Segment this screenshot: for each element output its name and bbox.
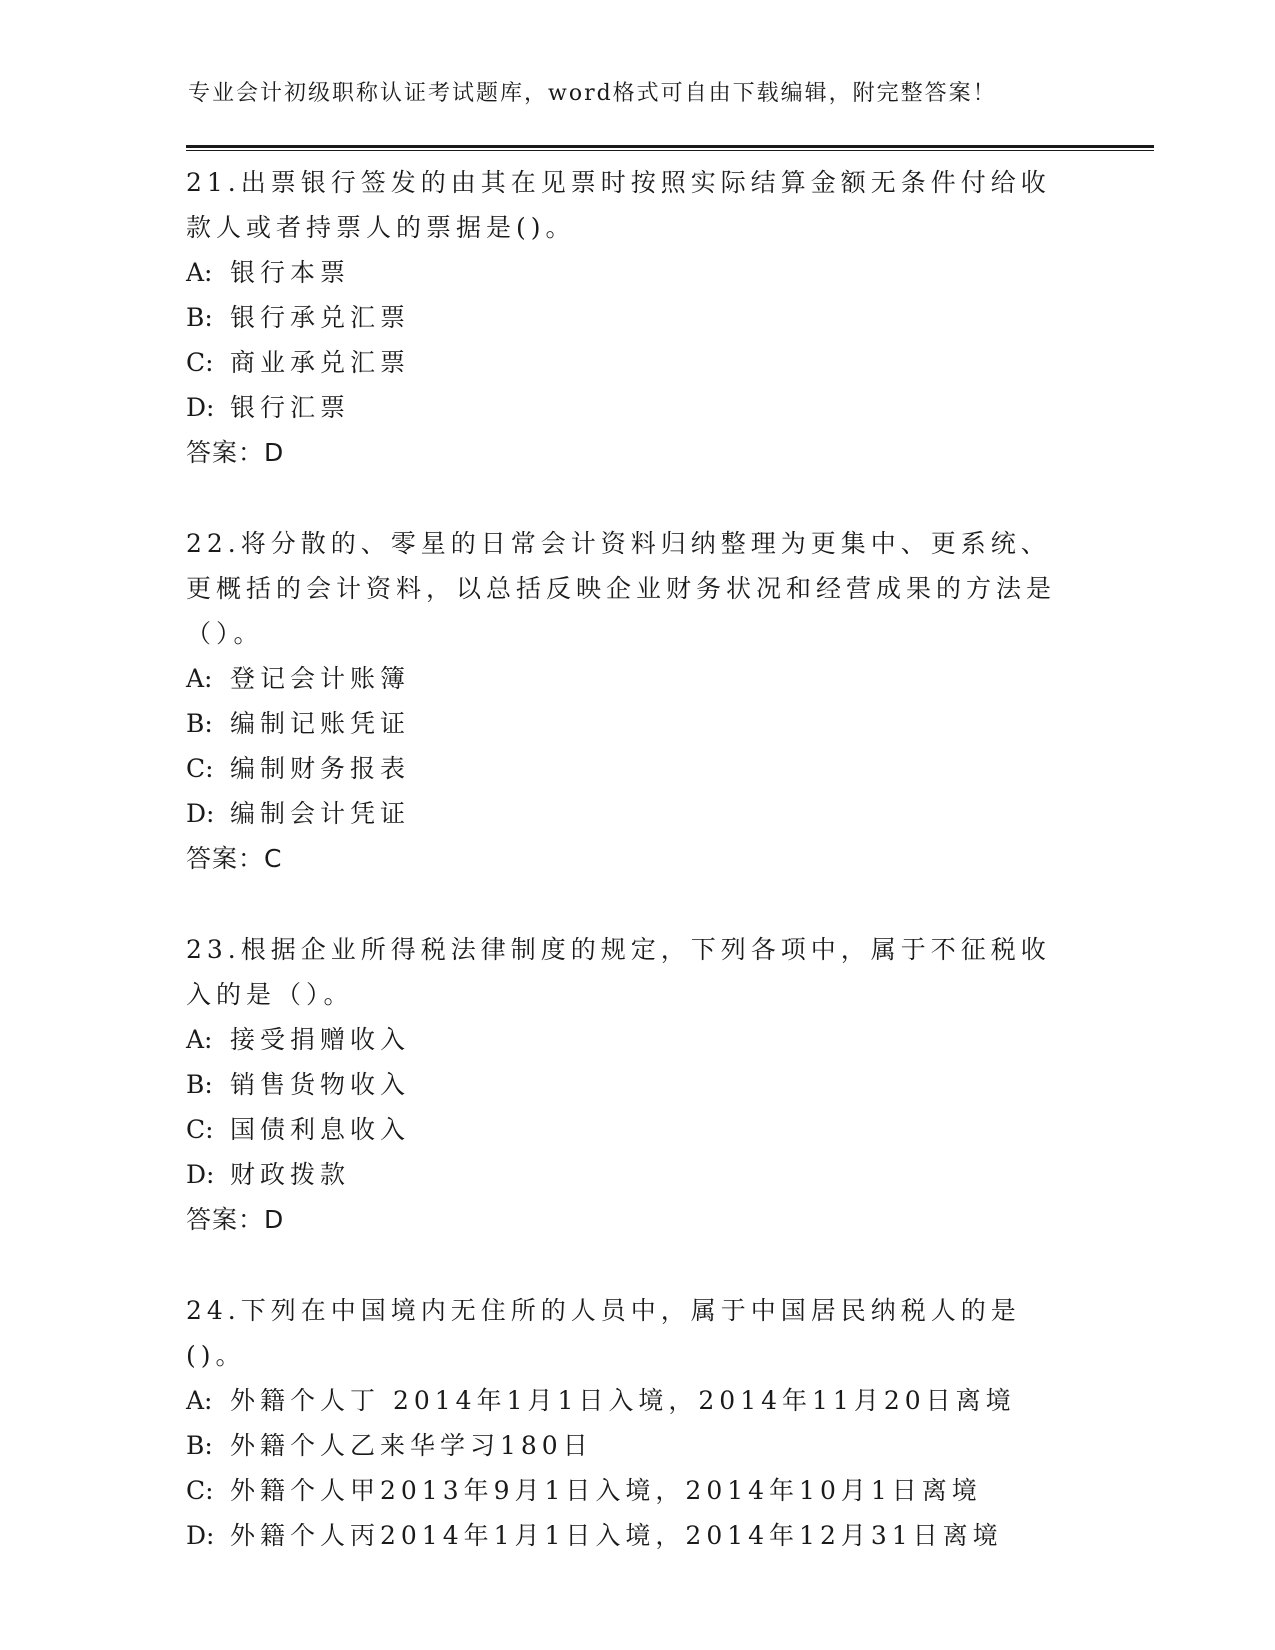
option-letter: A: <box>186 664 213 693</box>
question-text: 24.下列在中国境内无住所的人员中，属于中国居民纳税人的是()。 <box>186 1296 1021 1370</box>
option-text: 银行本票 <box>230 258 351 287</box>
option-letter: D: <box>186 799 215 828</box>
answer: 答案：D <box>186 438 285 467</box>
question-23 <box>186 927 1086 1242</box>
option-text: 银行汇票 <box>230 393 351 422</box>
page-header: 专业会计初级职称认证考试题库，word格式可自由下载编辑，附完整答案！ <box>188 81 997 106</box>
option-letter: C: <box>186 348 214 377</box>
option-letter: A: <box>186 258 213 287</box>
spacer <box>186 881 1086 927</box>
option-b <box>186 1423 1086 1468</box>
option-a <box>186 250 1086 295</box>
option-text: 外籍个人丙2014年1月1日入境，2014年12月31日离境 <box>230 1521 1003 1550</box>
option-letter: D: <box>186 393 215 422</box>
option-letter: B: <box>186 303 213 332</box>
question-22 <box>186 521 1086 881</box>
option-c <box>186 1107 1086 1152</box>
answer: 答案：C <box>186 844 283 873</box>
option-d <box>186 1152 1086 1197</box>
option-letter: B: <box>186 1431 213 1460</box>
option-text: 编制财务报表 <box>230 754 411 783</box>
option-b <box>186 701 1086 746</box>
option-text: 财政拨款 <box>230 1160 351 1189</box>
option-text: 外籍个人丁 2014年1月1日入境，2014年11月20日离境 <box>230 1386 1016 1415</box>
option-letter: C: <box>186 1115 214 1144</box>
question-text: 23.根据企业所得税法律制度的规定，下列各项中，属于不征税收入的是（）。 <box>186 935 1051 1009</box>
option-text: 登记会计账簿 <box>230 664 411 693</box>
option-letter: D: <box>186 1521 215 1550</box>
header-rule <box>186 145 1154 151</box>
option-a <box>186 656 1086 701</box>
option-text: 外籍个人甲2013年9月1日入境，2014年10月1日离境 <box>230 1476 982 1505</box>
option-c <box>186 1468 1086 1513</box>
option-d <box>186 1513 1086 1558</box>
option-text: 编制会计凭证 <box>230 799 411 828</box>
option-d <box>186 791 1086 836</box>
option-text: 国债利息收入 <box>230 1115 411 1144</box>
question-21 <box>186 160 1086 475</box>
question-list <box>186 160 1086 1558</box>
question-text: 21.出票银行签发的由其在见票时按照实际结算金额无条件付给收款人或者持票人的票据是()。 <box>186 168 1051 242</box>
question-text: 22.将分散的、零星的日常会计资料归纳整理为更集中、更系统、更概括的会计资料，以总括反映企业财务状况和经营成果的方法是（）。 <box>186 529 1057 648</box>
option-letter: A: <box>186 1386 213 1415</box>
option-c <box>186 340 1086 385</box>
option-text: 商业承兑汇票 <box>230 348 411 377</box>
option-a <box>186 1017 1086 1062</box>
option-letter: A: <box>186 1025 213 1054</box>
option-letter: C: <box>186 754 214 783</box>
option-text: 银行承兑汇票 <box>230 303 411 332</box>
spacer <box>186 475 1086 521</box>
option-text: 外籍个人乙来华学习180日 <box>230 1431 593 1460</box>
option-text: 接受捐赠收入 <box>230 1025 411 1054</box>
spacer <box>186 1242 1086 1288</box>
option-letter: B: <box>186 709 213 738</box>
option-b <box>186 1062 1086 1107</box>
option-a <box>186 1378 1086 1423</box>
option-letter: C: <box>186 1476 214 1505</box>
option-letter: B: <box>186 1070 213 1099</box>
option-b <box>186 295 1086 340</box>
option-d <box>186 385 1086 430</box>
option-c <box>186 746 1086 791</box>
option-text: 销售货物收入 <box>230 1070 411 1099</box>
option-text: 编制记账凭证 <box>230 709 411 738</box>
question-24 <box>186 1288 1086 1558</box>
option-letter: D: <box>186 1160 215 1189</box>
answer: 答案：D <box>186 1205 285 1234</box>
